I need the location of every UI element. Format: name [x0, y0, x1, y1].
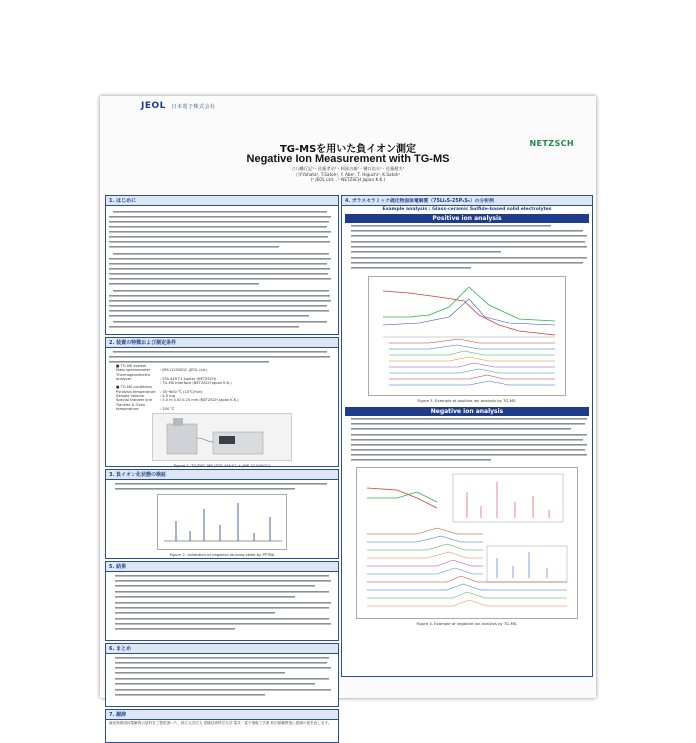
negative-ion-profiles — [357, 468, 577, 618]
condition-row — [106, 403, 338, 412]
condition-value: : 200 ℃ — [160, 406, 175, 411]
section-results — [105, 561, 339, 641]
condition-key: Special transfer line — [116, 398, 152, 403]
condition-key: Thermogravimetric analyzer — [116, 372, 151, 381]
conditions-list — [106, 364, 338, 411]
thanks-text: 硫化物系固体電解質の試料をご提供頂いた、国立大学法人 豊橋技術科学大学 電気・電子情報工学系 松田厚範教授に感謝の意を表します。 — [109, 721, 332, 725]
jeol-logo-text: JEOL — [141, 101, 166, 111]
condition-value: : 35→600 ℃ (10℃/min) — [160, 389, 203, 394]
fig2-spectrum — [157, 494, 287, 550]
condition-value: : STA 449 F1 Jupiter (NETZSCH) — [160, 376, 217, 381]
results-text-block — [109, 574, 335, 638]
section-heading: 3. 負イオン化状態の検証 — [106, 470, 338, 480]
section-heading: 7. 謝辞 — [106, 710, 338, 720]
intro-text-block — [109, 210, 335, 332]
condition-key: ■ TG-MS system — [116, 364, 147, 368]
condition-value: : TG-MS Interface (NETZSCH Japan K.K.) — [160, 381, 232, 386]
title-en: Negative Ion Measurement with TG-MS — [246, 153, 450, 165]
device-text-block — [109, 350, 335, 364]
section-intro — [105, 195, 339, 335]
condition-key: ■ TG-MS conditions — [116, 385, 152, 390]
fig1-caption: Figure 1. TG/DSC-MS (STA 449 F1 + JMS-Q1500GC) — [173, 463, 271, 469]
instrument-illustration — [153, 414, 291, 460]
negative-text-block — [345, 417, 589, 465]
poster — [100, 96, 596, 725]
positive-ion-bar: Positive ion analysis — [345, 214, 589, 223]
title-jp: TG-MSを用いた負イオン測定 — [279, 144, 417, 155]
fig4-chart — [356, 467, 578, 619]
netzsch-logo: NETZSCH — [529, 139, 574, 148]
condition-value: : 4.5 mg — [160, 394, 175, 399]
negative-ion-bar: Negative ion analysis — [345, 407, 589, 416]
condition-row — [106, 373, 338, 382]
section-heading: 5. 結果 — [106, 562, 338, 572]
section-validation — [105, 469, 339, 559]
section-thanks — [105, 709, 339, 743]
jeol-logo-sub: 日本電子株式会社 — [171, 104, 216, 110]
pftba-spectrum — [158, 495, 286, 549]
jeol-logo — [141, 101, 216, 111]
affiliations: (¹ JEOL Ltd. , ² NETZSCH Japan K.K.) — [310, 177, 386, 182]
fig4-caption: Figure 4. Example of negative ion analysis by TG-MS. — [416, 621, 518, 626]
fig3-chart — [368, 276, 566, 396]
condition-key: Mass spectrometer — [116, 368, 151, 373]
condition-key: Pyrolysis temperature — [116, 389, 156, 394]
example-subheading: Example analysis : Glass-ceramic Sulfide-based solid electrolytes — [382, 207, 552, 212]
positive-text-block — [345, 224, 589, 274]
summary-text-block — [109, 656, 335, 704]
condition-key: Sample volume — [116, 394, 144, 399]
authors — [100, 166, 596, 183]
authors-jp: ○八幡行記¹・佐藤孝司¹・阿部吉雄²・樋口浩夫²・佐藤健太² — [291, 166, 405, 171]
condition-key: Transfer & Oven temperature — [116, 402, 145, 411]
fig1-photo — [152, 413, 292, 461]
section-heading: 2. 装置の特徴および測定条件 — [106, 338, 338, 348]
fig3-caption: Figure 3. Example of positive ion analysis by TG-MS. — [417, 398, 517, 403]
section-heading: 1. はじめに — [106, 196, 338, 206]
section-device — [105, 337, 339, 467]
authors-en: ○Y.Yahata¹, T.Satoh¹, Y. Abe², T. Higuchi², K.Satoh² — [295, 171, 401, 177]
positive-ion-profiles — [369, 277, 565, 395]
section-heading: 4. ガラスセラミック硫化物固体電解質（75Li₂S-25P₂S₅）の分析例 — [342, 196, 592, 206]
condition-value: : JMS-Q1500GC (JEOL Ltd.) — [160, 368, 208, 373]
section-example — [341, 195, 593, 677]
fig2-caption: Figure 2. Validation of negative ionizing state by PFTBA — [169, 552, 275, 557]
validation-text-block — [109, 482, 335, 492]
section-summary — [105, 643, 339, 707]
section-heading: 6. まとめ — [106, 644, 338, 654]
condition-value: : 5.0 m x ID 0.25 mm (NETZSCH Japan K.K.) — [160, 398, 239, 403]
